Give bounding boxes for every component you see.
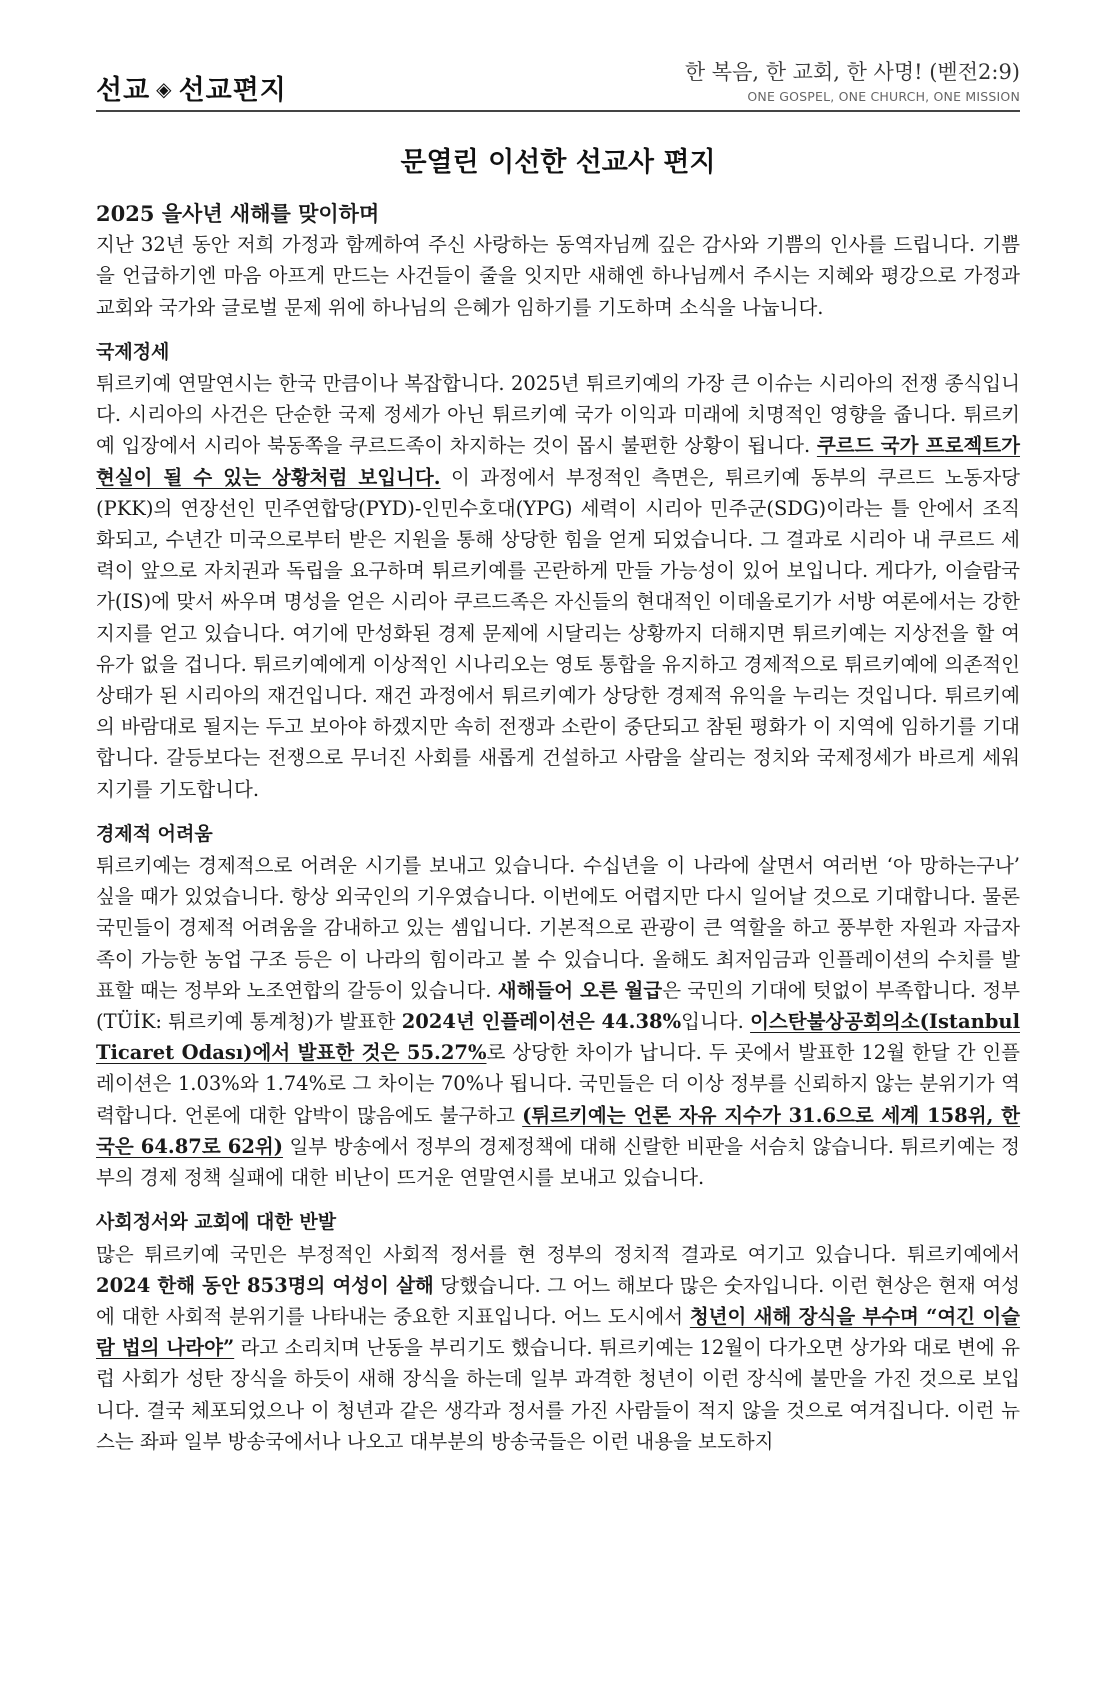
emphasis-text: 이스탄불상공회의소(Istanbul Ticaret Odası)에서 발표한 것은 55.27% xyxy=(96,1010,1020,1065)
section-sub: 선교편지 xyxy=(178,75,287,106)
letter-title: 문열린 이선한 선교사 편지 xyxy=(400,147,716,178)
section-label xyxy=(96,68,287,107)
society-heading: 사회정서와 교회에 대한 반발 xyxy=(96,1211,337,1234)
text-span: 튀르키예 연말연시는 한국 만큼이나 복잡합니다. 2025년 튀르키예의 가장 큰 이슈는 시리아의 전쟁 종식입니다. 시리아의 사건은 단순한 국제 정세가 아닌 튀르키예 국가 이익과 미래에 치명적인 영향을 줍니다. 튀르키예 입장에서 시리아 북동쪽을 쿠르드족이 차지하는 것이 몹시 불편한 상황이 됩니다. xyxy=(96,372,1020,458)
emphasis-text: 새해들어 오른 월급 xyxy=(497,978,663,1002)
text-span: 일부 방송에서 정부의 경제정책에 대해 신랄한 비판을 서슴치 않습니다. 튀르키예는 정부의 경제 정책 실패에 대한 비난이 뜨거운 연말연시를 보내고 있습니다. xyxy=(96,1134,1020,1190)
motto-english: ONE GOSPEL, ONE CHURCH, ONE MISSION xyxy=(747,89,1020,104)
economy-heading: 경제적 어려움 xyxy=(96,822,213,845)
page-header xyxy=(96,52,1020,112)
emphasis-text: 2024 한해 동안 853명의 여성이 살해 xyxy=(96,1273,434,1297)
emphasis-text: 청년이 새해 장식을 부수며 “여긴 이슬람 법의 나라야” xyxy=(96,1304,1021,1360)
text-span: 이 과정에서 부정적인 측면은, 튀르키예 동부의 쿠르드 노동자당(PKK)의 연장선인 민주연합당(PYD)-인민수호대(YPG) 세력이 시리아 민주군(SDG)이라는 틀 안에서 조직화되고, 수년간 미국으로부터 받은 지원을 통해 상당한 힘을 얻게 되었습니다. 그 결과로 시리아 내 쿠르드 세력이 앞으로 자치권과 독립을 요구하며 튀르키예를 곤란하게 만들 가능성이 있어 보입니다. 게다가, 이슬람국가(IS)에 맞서 싸우며 명성을 얻은 시리아 쿠르드족은 자신들의 현대적인 이데올로기가 서방 여론에서는 강한 지지를 얻고 있습니다. 여기에 만성화된 경제 문제에 시달리는 상황까지 더해지면 튀르키예는 지상전을 할 여유가 없을 겁니다. 튀르키예에게 이상적인 시나리오는 영토 통합을 유지하고 경제적으로 튀르키예에 의존적인 상태가 된 시리아의 재건입니다. 재건 과정에서 튀르키예가 상당한 경제적 유익을 누리는 것입니다. 튀르키예의 바람대로 될지는 두고 보아야 하겠지만 속히 전쟁과 소란이 중단되고 참된 평화가 이 지역에 임하기를 기대합니다. 갈등보다는 전쟁으로 무너진 사회를 새롭게 건설하고 사람을 살리는 정치와 국제정세가 바르게 세워지기를 기도합니다. xyxy=(96,465,1020,801)
motto xyxy=(685,56,1020,104)
text-span: 당했습니다. 그 어느 해보다 많은 숫자입니다. 이런 현상은 현재 여성에 대한 사회적 분위기를 나타내는 중요한 지표입니다. 어느 도시에서 xyxy=(96,1273,1020,1328)
section-main: 선교 xyxy=(96,75,151,106)
letter-body xyxy=(96,198,1020,1457)
text-span: 라고 소리치며 난동을 부리기도 했습니다. 튀르키예는 12월이 다가오면 상가와 대로 변에 유럽 사회가 성탄 장식을 하듯이 새해 장식을 하는데 일부 과격한 청년이 이런 장식에 불만을 가진 것으로 보입니다. 결국 체포되었으나 이 청년과 같은 생각과 정서를 가진 사람들이 적지 않을 것으로 여겨집니다. 이런 뉴스는 좌파 일부 방송국에서나 나오고 대부분의 방송국들은 이런 내용을 보도하지 xyxy=(96,1336,1020,1453)
intro-heading: 2025 을사년 새해를 맞이하며 xyxy=(96,201,380,226)
text-span: 튀르키예는 경제적으로 어려운 시기를 보내고 있습니다. 수십년을 이 나라에 살면서 여러번 ‘아 망하는구나’ 싶을 때가 있었습니다. 항상 외국인의 기우였습니다. 이번에도 어렵지만 다시 일어날 것으로 기대합니다. 물론 국민들이 경제적 어려움을 감내하고 있는 셈입니다. 기본적으로 관광이 큰 역할을 하고 풍부한 자원과 자급자족이 가능한 농업 구조 등은 이 나라의 힘이라고 볼 수 있습니다. 올해도 최저임금과 인플레이션의 수치를 발표할 때는 정부와 노조연합의 갈등이 있습니다. xyxy=(96,854,1020,1002)
intro-paragraph: 지난 32년 동안 저희 가정과 함께하여 주신 사랑하는 동역자님께 깊은 감사와 기쁨의 인사를 드립니다. 기쁨을 언급하기엔 마음 아프게 만드는 사건들이 줄을 잇지만 새해엔 하나님께서 주시는 지혜와 평강으로 가정과 교회와 국가와 글로벌 문제 위에 하나님의 은혜가 임하기를 기도하며 소식을 나눕니다. xyxy=(96,233,1020,319)
text-span: 입니다. xyxy=(681,1010,751,1034)
emphasis-text: 2024년 인플레이션은 44.38% xyxy=(401,1010,682,1034)
text-span: 은 국민의 기대에 텃없이 부족합니다. 정부(TÜİK: 튀르키예 통계청)가 발표한 xyxy=(96,978,1021,1034)
society-paragraph xyxy=(96,1239,1020,1457)
text-span: 많은 튀르키예 국민은 부정적인 사회적 정서를 현 정부의 정치적 결과로 여기고 있습니다. 튀르키예에서 xyxy=(96,1242,1020,1266)
text-span: 로 상당한 차이가 납니다. 두 곳에서 발표한 12월 한달 간 인플레이션은 1.03%와 1.74%로 그 차이는 70%나 됩니다. 국민들은 더 이상 정부를 신뢰하지 않는 분위기가 역력합니다. 언론에 대한 압박이 많음에도 불구하고 xyxy=(96,1041,1021,1127)
international-heading: 국제정세 xyxy=(96,340,170,363)
emphasis-text: 쿠르드 국가 프로젝트가 현실이 될 수 있는 상황처럼 보입니다. xyxy=(96,434,1020,489)
motto-korean: 한 복음, 한 교회, 한 사명! (벧전2:9) xyxy=(684,60,1020,84)
economy-paragraph xyxy=(96,850,1020,1193)
international-paragraph xyxy=(96,368,1020,805)
emphasis-text: (튀르키예는 언론 자유 지수가 31.6으로 세계 158위, 한국은 64.87로 62위) xyxy=(96,1103,1020,1158)
diamond-icon: ◈ xyxy=(156,77,173,101)
